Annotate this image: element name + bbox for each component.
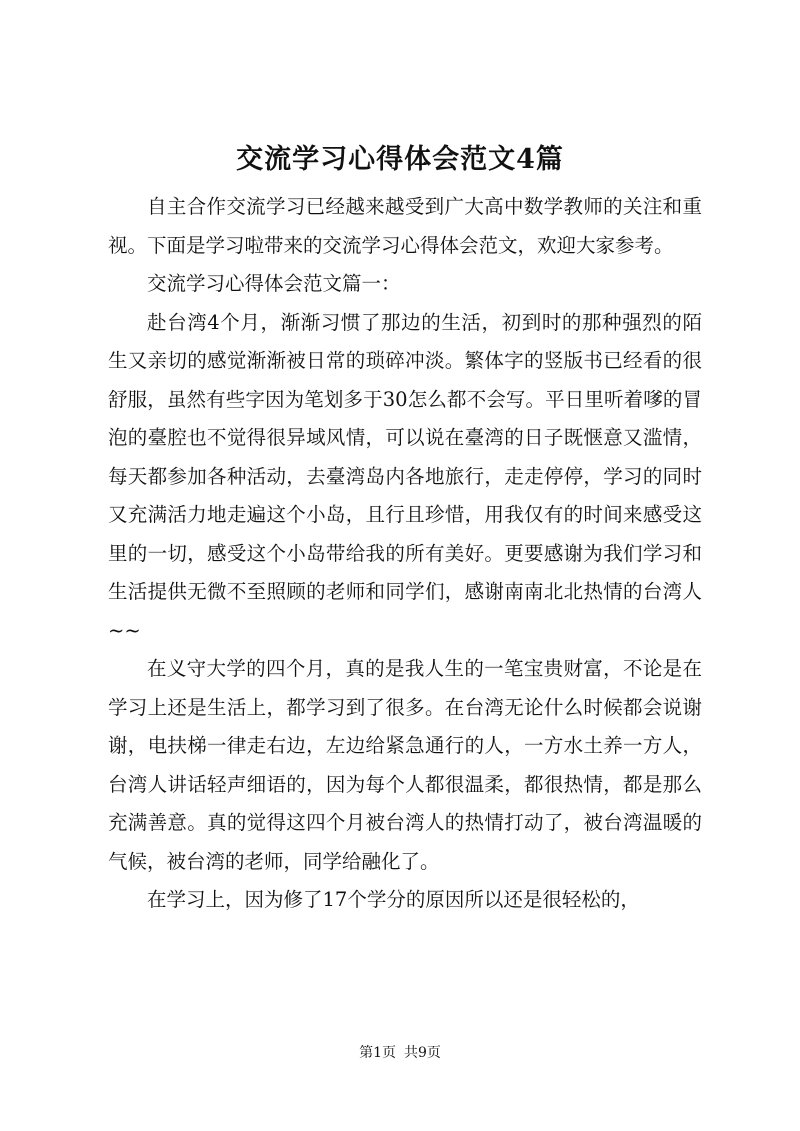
- paragraph-heading-part-one: 交流学习心得体会范文篇一：: [147, 272, 401, 295]
- page-number: 第1页: [359, 1045, 396, 1061]
- page-footer: [0, 1043, 800, 1063]
- paragraph-yishou-university: 在义守大学的四个月，真的是我人生的一笔宝贵财富，不论是在学习上还是生活上，都学习到了很多。在台湾无论什么时候都会说谢谢，电扶梯一律走右边，左边给紧急通行的人，一方水土养一方人，台湾人讲话轻声细语的，因为每个人都很温柔，都很热情，都是那么充满善意。真的觉得这四个月被台湾人的热情打动了，被台湾温暖的气候，被台湾的老师，同学给融化了。: [108, 657, 702, 873]
- paragraph-intro: 自主合作交流学习已经越来越受到广大高中数学教师的关注和重视。下面是学习啦带来的交流学习心得体会范文，欢迎大家参考。: [108, 195, 702, 257]
- paragraph-study-credits: 在学习上，因为修了17个学分的原因所以还是很轻松的，: [147, 888, 640, 911]
- document-title: 交流学习心得体会范文4篇: [236, 144, 564, 175]
- page-total: 共9页: [404, 1045, 441, 1061]
- paragraph-taiwan-experience: 赴台湾4个月，渐渐习惯了那边的生活，初到时的那种强烈的陌生又亲切的感觉渐渐被日常的琐碎冲淡。繁体字的竖版书已经看的很舒服，虽然有些字因为笔划多于30怎么都不会写。平日里听着嗲的冒泡的臺腔也不觉得很异域风情，可以说在臺湾的日子既惬意又滥情，每天都参加各种活动，去臺湾岛内各地旅行，走走停停，学习的同时又充满活力地走遍这个小岛，且行且珍惜，用我仅有的时间来感受这里的一切，感受这个小岛带给我的所有美好。更要感谢为我们学习和生活提供无微不至照顾的老师和同学们，感谢南南北北热情的台湾人~~: [108, 310, 702, 642]
- document-body: [108, 188, 702, 920]
